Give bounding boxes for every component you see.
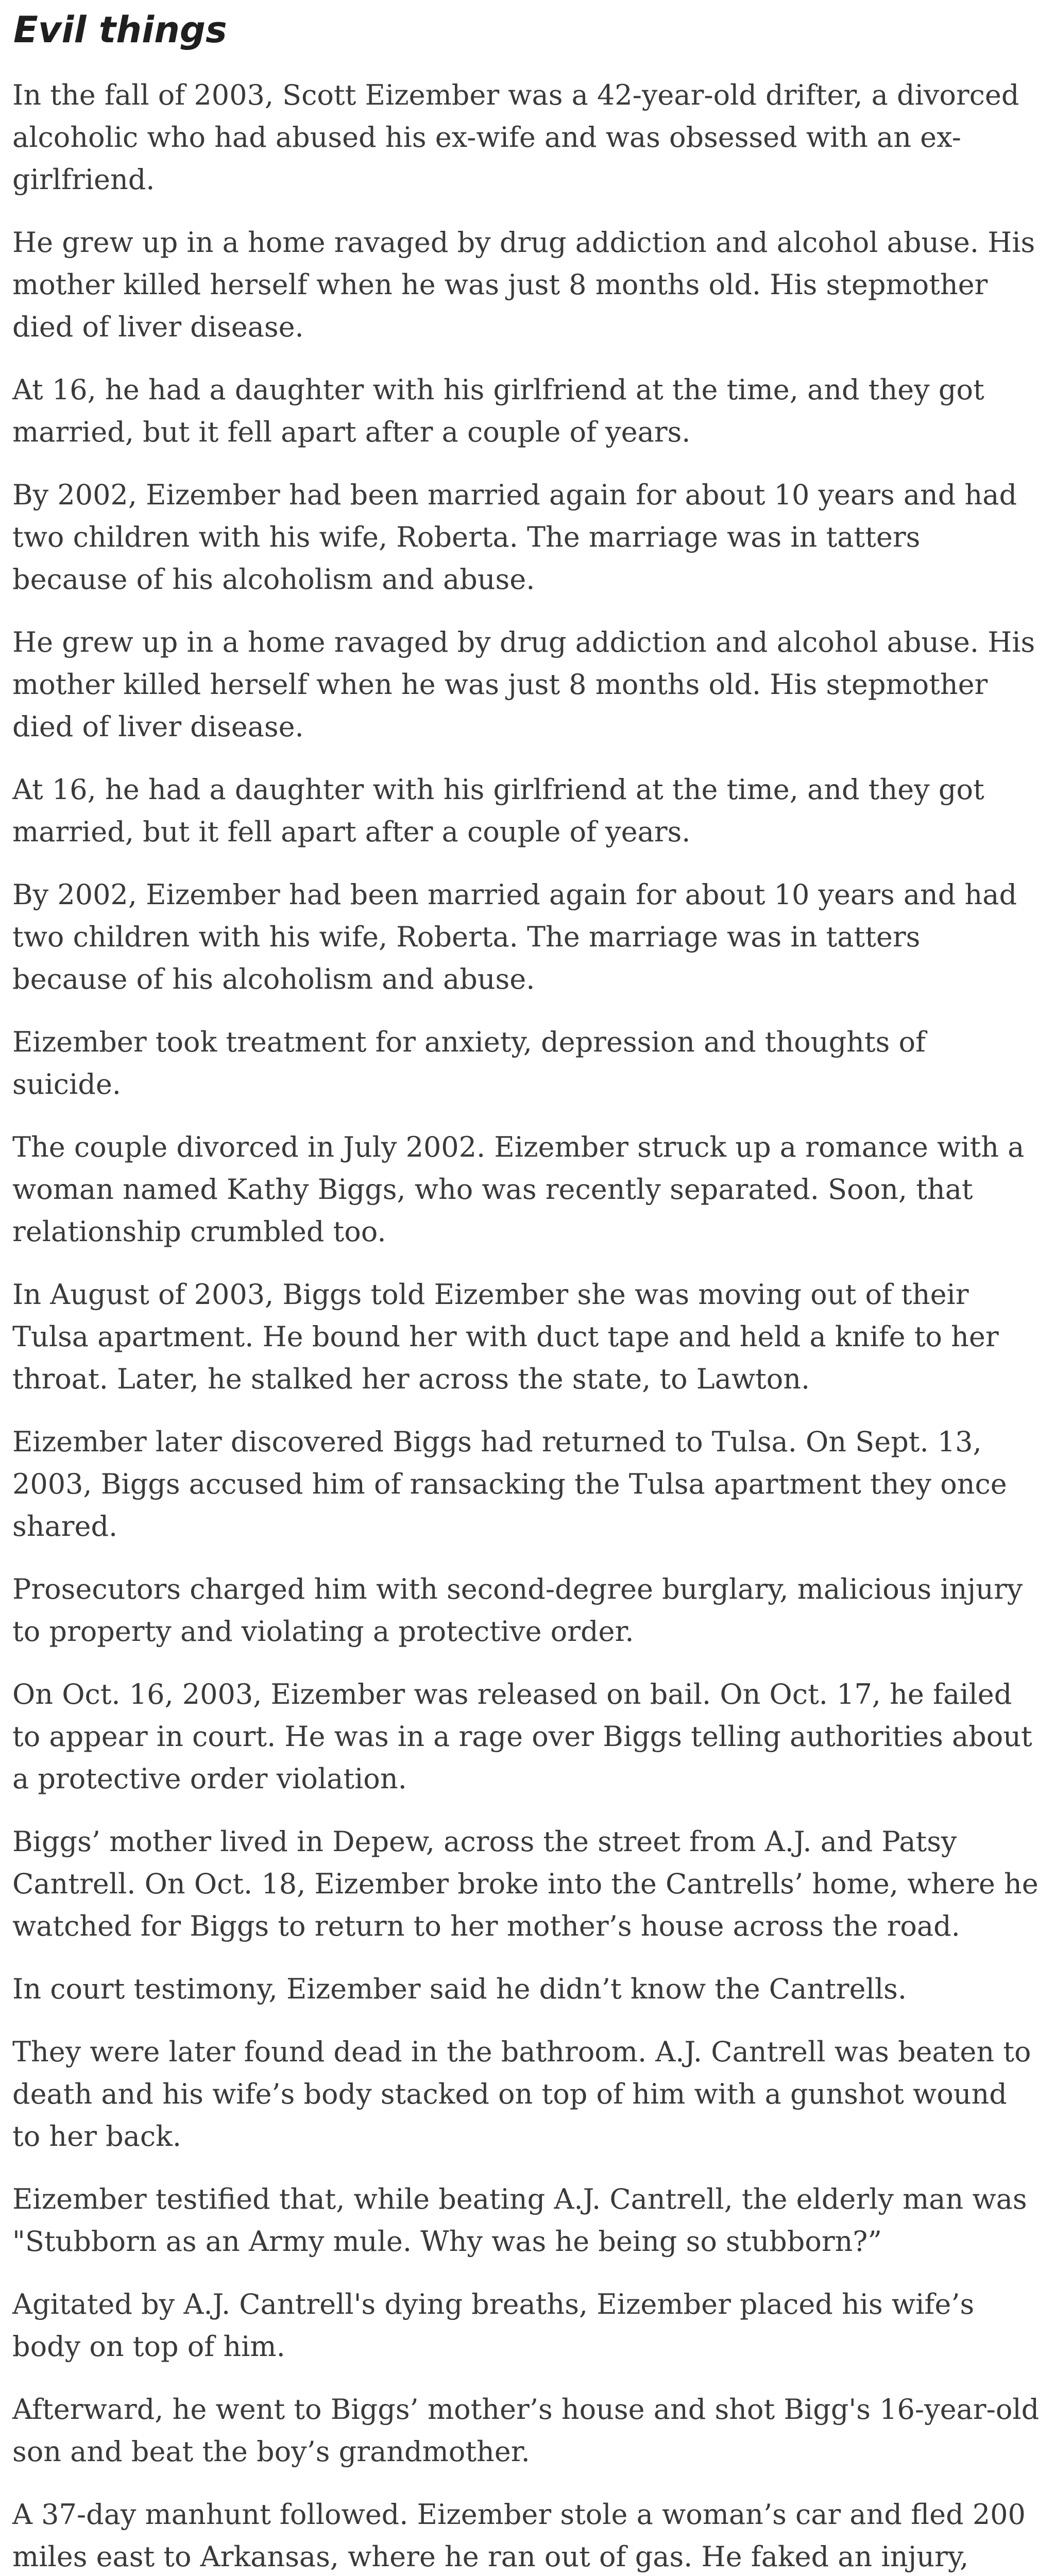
paragraph: A 37-day manhunt followed. Eizember stole a woman’s car and fled 200 miles east to Arkansas, where he ran out of gas. He faked an injury, bbox=[12, 2498, 1026, 2573]
paragraph: In court testimony, Eizember said he didn’t know the Cantrells. bbox=[12, 1973, 907, 2005]
paragraph: On Oct. 16, 2003, Eizember was released on bail. On Oct. 17, he failed to appear in court. He was in a rage over Biggs telling authorities about a protective order violation. bbox=[12, 1678, 1032, 1795]
paragraph: In August of 2003, Biggs told Eizember she was moving out of their Tulsa apartment. He bound her with duct tape and held a knife to her throat. Later, he stalked her across the state, to Lawton. bbox=[12, 1278, 999, 1395]
paragraph: By 2002, Eizember had been married again for about 10 years and had two children with his wife, Roberta. The marriage was in tatters because of his alcoholism and abuse. bbox=[12, 878, 1017, 995]
paragraph: At 16, he had a daughter with his girlfriend at the time, and they got married, but it fell apart after a couple of years. bbox=[12, 773, 984, 848]
paragraph: By 2002, Eizember had been married again for about 10 years and had two children with his wife, Roberta. The marriage was in tatters because of his alcoholism and abuse. bbox=[12, 479, 1017, 596]
paragraph: He grew up in a home ravaged by drug addiction and alcohol abuse. His mother killed herself when he was just 8 months old. His stepmother died of liver disease. bbox=[12, 626, 1035, 743]
paragraph: He grew up in a home ravaged by drug addiction and alcohol abuse. His mother killed herself when he was just 8 months old. His stepmother died of liver disease. bbox=[12, 226, 1035, 343]
paragraph: Biggs’ mother lived in Depew, across the street from A.J. and Patsy Cantrell. On Oct. 18, Eizember broke into the Cantrells’ home, where he watched for Biggs to return to her mother’s house across the road. bbox=[12, 1825, 1039, 1942]
paragraph: Agitated by A.J. Cantrell's dying breaths, Eizember placed his wife’s body on top of him. bbox=[12, 2288, 975, 2363]
paragraph: The couple divorced in July 2002. Eizember struck up a romance with a woman named Kathy Biggs, who was recently separated. Soon, that relationship crumbled too. bbox=[12, 1131, 1025, 1248]
paragraph: Eizember testified that, while beating A.J. Cantrell, the elderly man was "Stubborn as an Army mule. Why was he being so stubborn?” bbox=[12, 2183, 1027, 2258]
paragraph: Eizember took treatment for anxiety, depression and thoughts of suicide. bbox=[12, 1026, 926, 1100]
paragraph: In the fall of 2003, Scott Eizember was a 42-year-old drifter, a divorced alcoholic who had abused his ex-wife and was obsessed with an ex-girlfriend. bbox=[12, 79, 1019, 196]
paragraph: Prosecutors charged him with second-degree burglary, malicious injury to property and violating a protective order. bbox=[12, 1573, 1023, 1648]
paragraph: They were later found dead in the bathroom. A.J. Cantrell was beaten to death and his wife’s body stacked on top of him with a gunshot wound to her back. bbox=[12, 2036, 1031, 2153]
paragraph: Afterward, he went to Biggs’ mother’s house and shot Bigg's 16-year-old son and beat the boy’s grandmother. bbox=[12, 2393, 1040, 2468]
paragraph: Eizember later discovered Biggs had returned to Tulsa. On Sept. 13, 2003, Biggs accused him of ransacking the Tulsa apartment they once shared. bbox=[12, 1426, 1007, 1543]
article-heading: Evil things bbox=[13, 9, 227, 51]
paragraph: At 16, he had a daughter with his girlfriend at the time, and they got married, but it fell apart after a couple of years. bbox=[12, 374, 984, 448]
